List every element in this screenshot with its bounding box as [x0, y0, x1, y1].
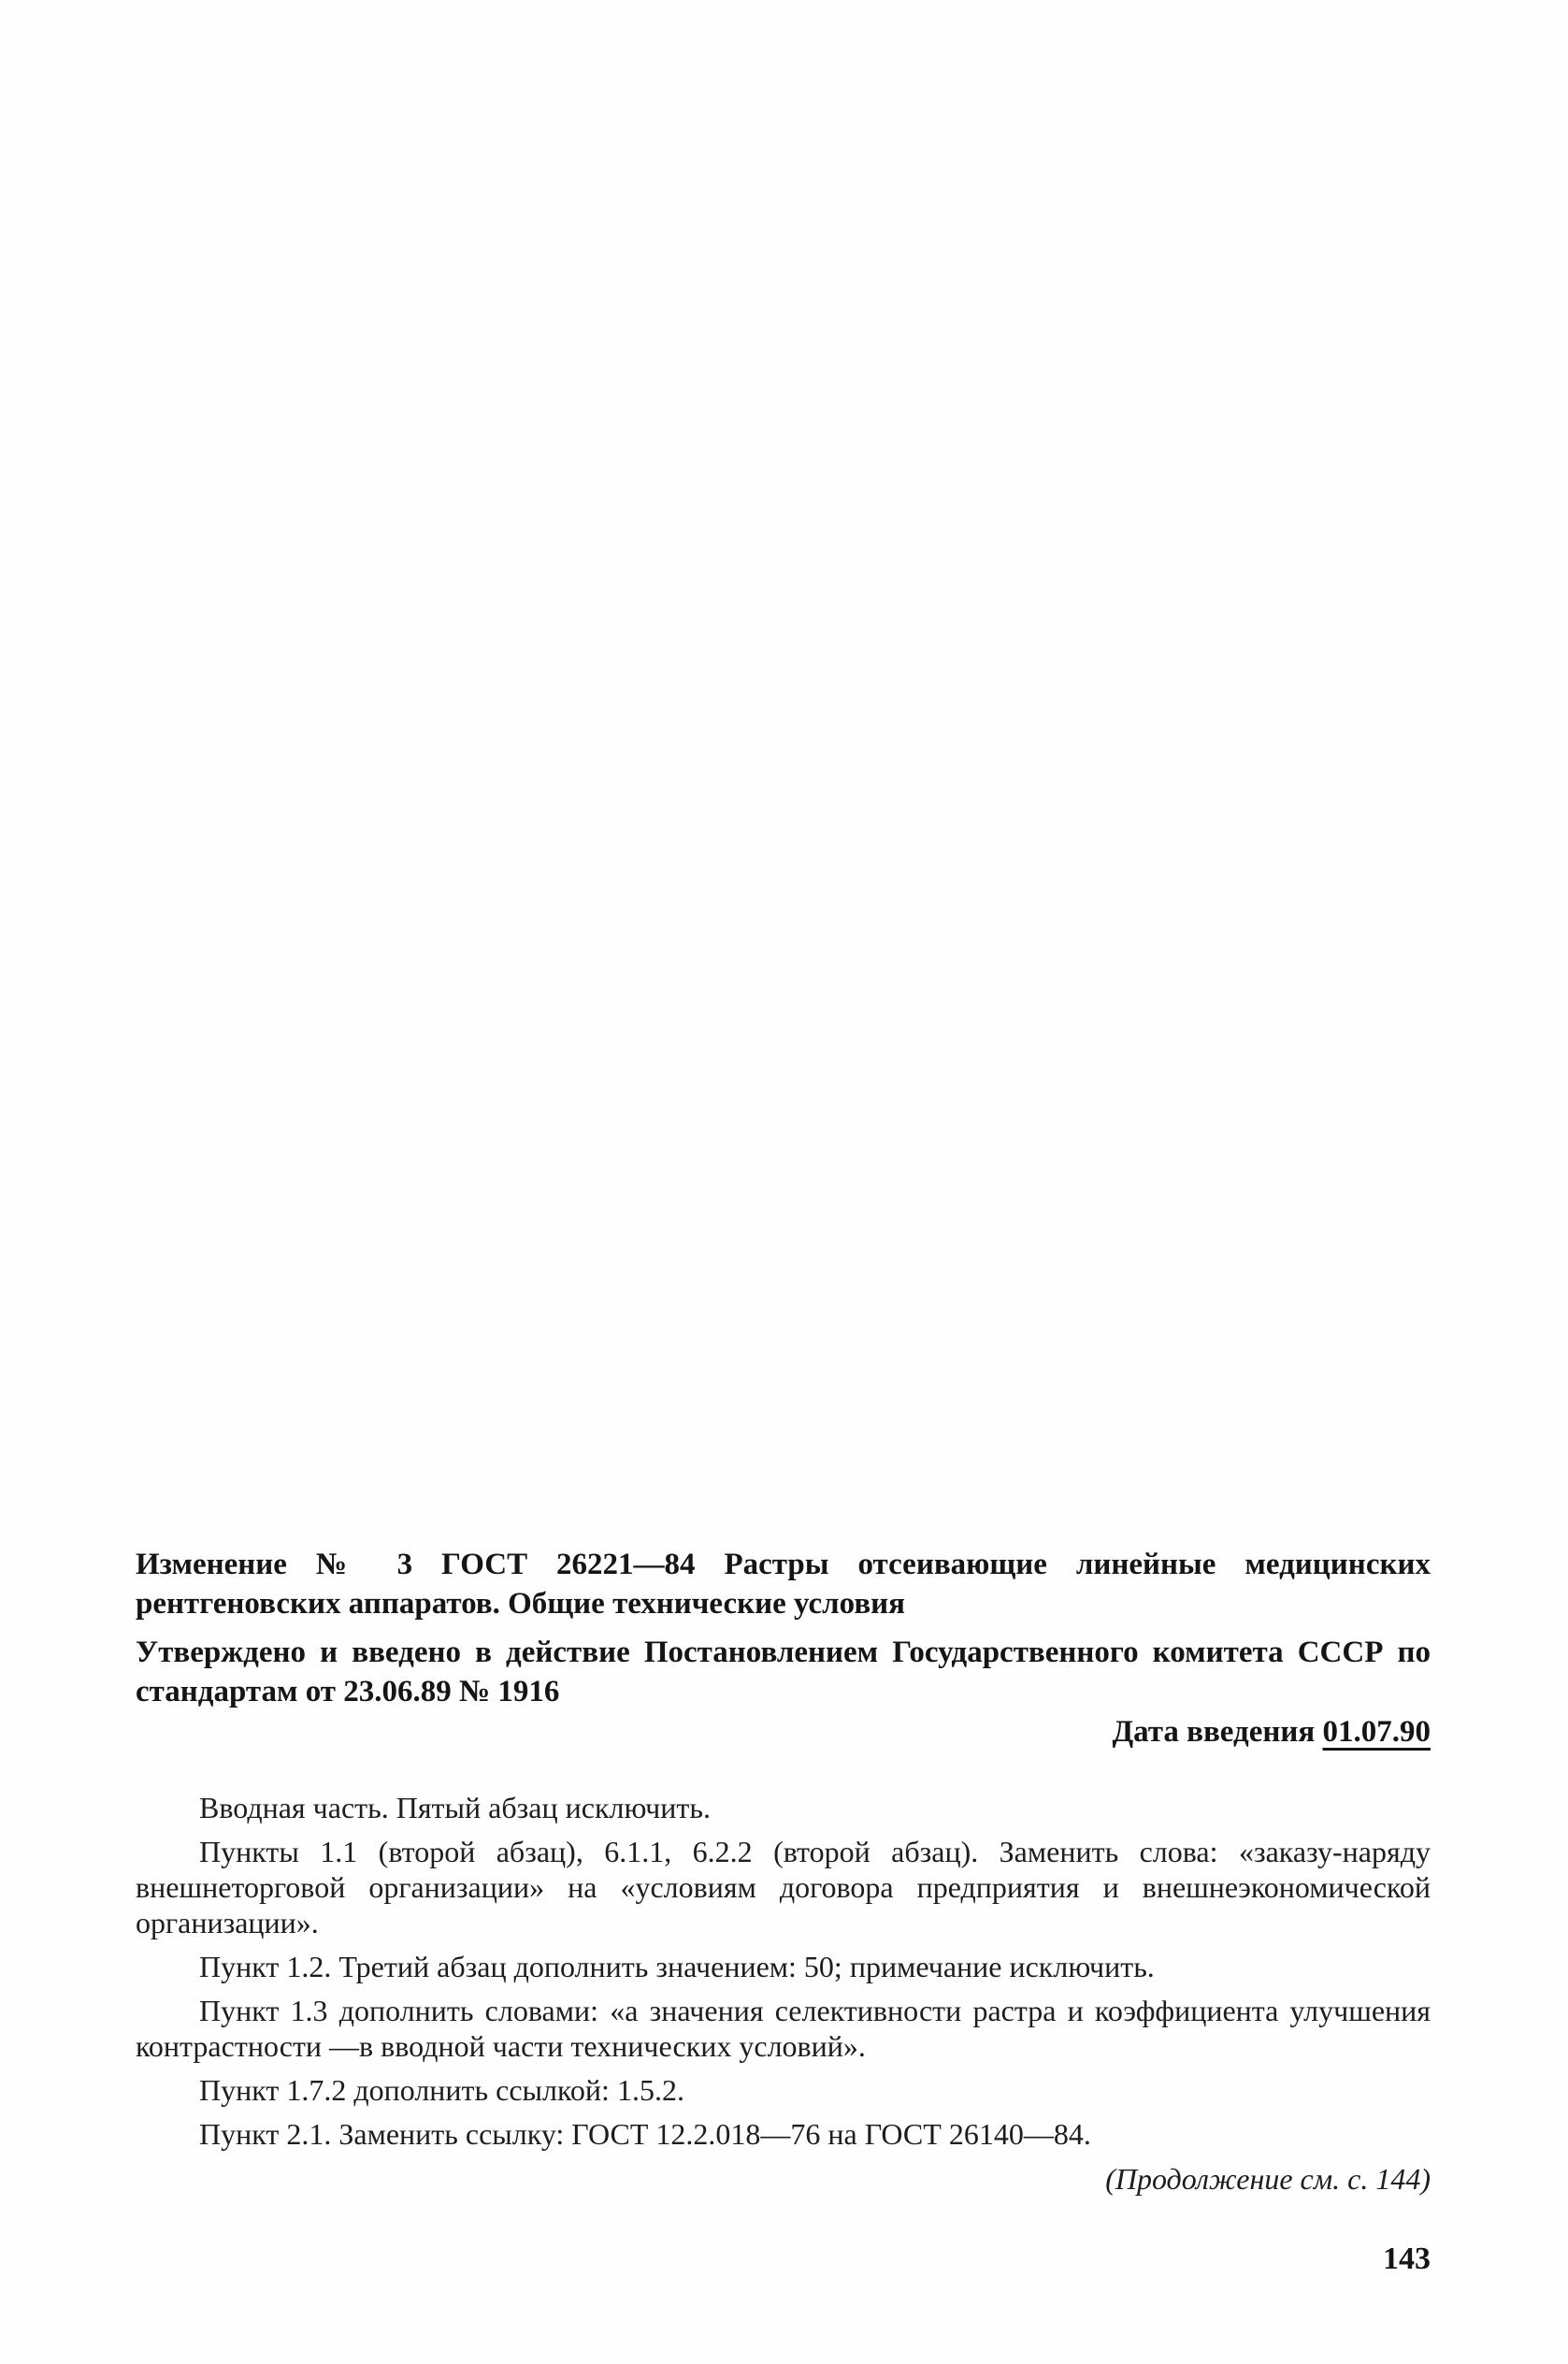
- amendment-paragraph: Пункт 1.7.2 дополнить ссылкой: 1.5.2.: [199, 2073, 684, 2107]
- date-label: Дата введения: [1112, 1715, 1316, 1749]
- change-heading: Изменение № 3 ГОСТ 26221—84 Растры отсеивающие линейные медицинских рентгеновских аппаратов. Общие технические условия: [136, 1548, 1431, 1621]
- date-value: 01.07.90: [1322, 1715, 1431, 1749]
- document-content: [136, 1545, 1431, 2278]
- page-number: 143: [1383, 2241, 1431, 2276]
- amendment-paragraph: Пункт 2.1. Заменить ссылку: ГОСТ 12.2.018—76 на ГОСТ 26140—84.: [199, 2117, 1091, 2151]
- approval-heading: Утверждено и введено в действие Постановлением Государственного комитета СССР по стандартам от 23.06.89 № 1916: [136, 1636, 1431, 1708]
- amendment-paragraph: Пункты 1.1 (второй абзац), 6.1.1, 6.2.2 (второй абзац). Заменить слова: «заказу-наряду внешнеторговой организации» на «условиям договора предприятия и внешнеэкономической организации».: [136, 1835, 1431, 1939]
- introduction-date-line: [136, 1711, 1431, 1752]
- amendment-paragraph: Вводная часть. Пятый абзац исключить.: [199, 1791, 711, 1824]
- amendment-body: [136, 1790, 1431, 2152]
- continuation-note: (Продолжение см. с. 144): [1105, 2162, 1431, 2196]
- amendment-paragraph: Пункт 1.2. Третий абзац дополнить значением: 50; примечание исключить.: [199, 1950, 1155, 1983]
- amendment-paragraph: Пункт 1.3 дополнить словами: «а значения селективности растра и коэффициента улучшения контрастности —в вводной части технических условий».: [136, 1994, 1431, 2063]
